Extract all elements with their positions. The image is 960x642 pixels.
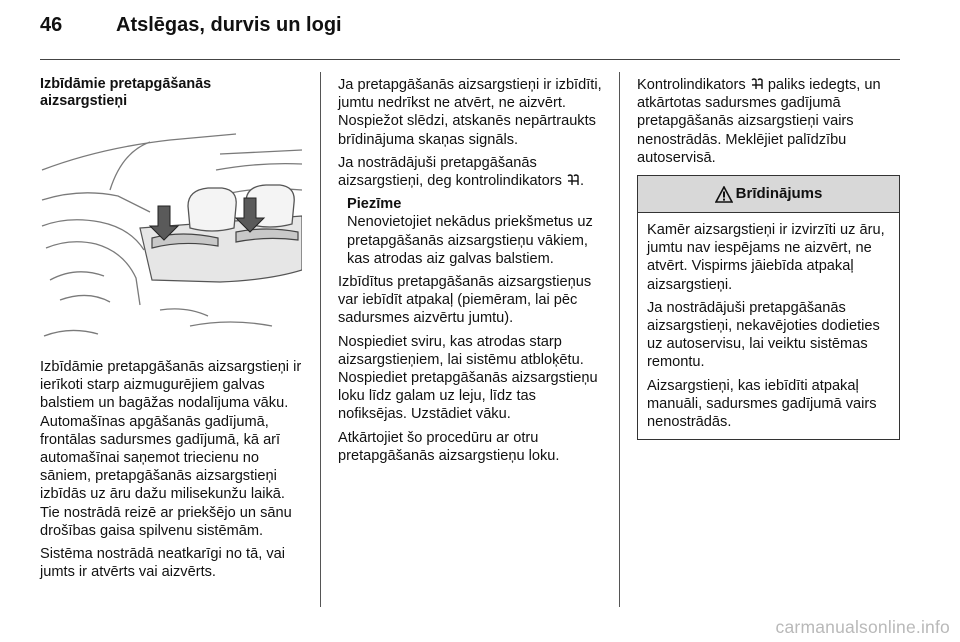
car-rear-headrests-with-arrows-icon xyxy=(40,130,302,342)
column-divider-1 xyxy=(320,72,321,607)
intro-paragraph: Izbīdāmie pretapgāšanās aizsargstieņi ir ierīkoti starp aizmugurējiem galvas balstiem un bagāžas nodalījuma vāku. Automašīnas apgāšanās gadījumā, frontālas sadursmes gadījumā, kā arī automašīnai saņemot triecienu no sāniem, pretapgāšanās aizsargstieņi izbīdās uz āru dažu milisekunžu laikā. Tie nostrādā reizē ar priekšējo un sānu drošības gaisa spilvenu sistēmām. xyxy=(40,359,302,539)
note-body: Nenovietojiet nekādus priekšmetus uz pretapgāšanās aizsargstieņu vākiem, kas atrodas aiz galvas balstiem. xyxy=(347,214,593,267)
paragraph: Atkārtojiet šo procedūru ar otru pretapgāšanās aizsargstieņu loku. xyxy=(338,429,560,464)
column-2 xyxy=(338,76,604,470)
paragraph: Sistēma nostrādā neatkarīgi no tā, vai jumts ir atvērts vai aizvērts. xyxy=(40,546,285,581)
page-header xyxy=(40,14,900,44)
paragraph-text: paliks iedegts, un atkārtotas sadursmes gadījumā pretapgāšanās aizsargstieņi vairs nenostrādās. Meklējiet palīdzību autoservisā. xyxy=(637,77,881,166)
column-1 xyxy=(40,76,302,586)
paragraph-text: Ja nostrādājuši pretapgāšanās aizsargstieņi, deg kontrolindikators xyxy=(338,154,566,190)
note xyxy=(338,195,604,268)
warning-header xyxy=(638,176,899,213)
column-divider-2 xyxy=(619,72,620,607)
column-3 xyxy=(637,76,903,440)
page-title: Atslēgas, durvis un logi xyxy=(116,14,342,36)
paragraph-text: . xyxy=(579,173,585,190)
paragraph: Izbīdītus pretapgāšanās aizsargstieņus var iebīdīt atpakaļ (piemēram, lai pēc sadursmes aizvērtu jumtu). xyxy=(338,274,592,327)
paragraph: Nospiediet sviru, kas atrodas starp aizsargstieņiem, lai sistēmu atbloķētu. Nospiediet pretapgāšanās aizsargstieņu loku līdz galam uz leju, līdz tas nofiksējas. Uzstādiet vāku. xyxy=(338,333,598,423)
rollover-bars-illustration xyxy=(40,130,302,342)
header-divider xyxy=(40,59,900,60)
warning-title: Brīdinājums xyxy=(735,184,823,202)
paragraph-text: Kontrolindikators xyxy=(637,77,750,93)
warning-paragraph: Aizsargstieņi, kas iebīdīti atpakaļ manuāli, sadursmes gadījumā vairs nenostrādās. xyxy=(647,377,877,431)
note-title: Piezīme xyxy=(347,196,402,213)
rollover-indicator-icon xyxy=(566,173,580,187)
watermark: carmanualsonline.info xyxy=(775,617,950,637)
warning-box xyxy=(637,175,900,440)
warning-triangle-icon xyxy=(715,186,733,203)
paragraph-with-indicator xyxy=(338,154,604,190)
warning-body xyxy=(638,213,899,439)
warning-paragraph: Kamēr aizsargstieņi ir izvirzīti uz āru, jumtu nav iespējams ne aizvērt, ne atvērt. Vispirms jāiebīda atpakaļ aizsargstieņi. xyxy=(647,222,885,293)
paragraph-with-indicator xyxy=(637,76,903,167)
paragraph: Ja pretapgāšanās aizsargstieņi ir izbīdīti, jumtu nedrīkst ne atvērt, ne aizvērt. Nospiežot slēdzi, atskanēs nepārtraukts brīdinājuma skaņas signāls. xyxy=(338,77,602,148)
section-heading: Izbīdāmie pretapgāšanās aizsargstieņi xyxy=(40,76,212,109)
page-number: 46 xyxy=(40,14,63,36)
warning-paragraph: Ja nostrādājuši pretapgāšanās aizsargstieņi, nekavējoties dodieties uz autoservisu, lai veiktu sistēmas remontu. xyxy=(647,299,880,371)
rollover-indicator-icon xyxy=(750,77,764,91)
